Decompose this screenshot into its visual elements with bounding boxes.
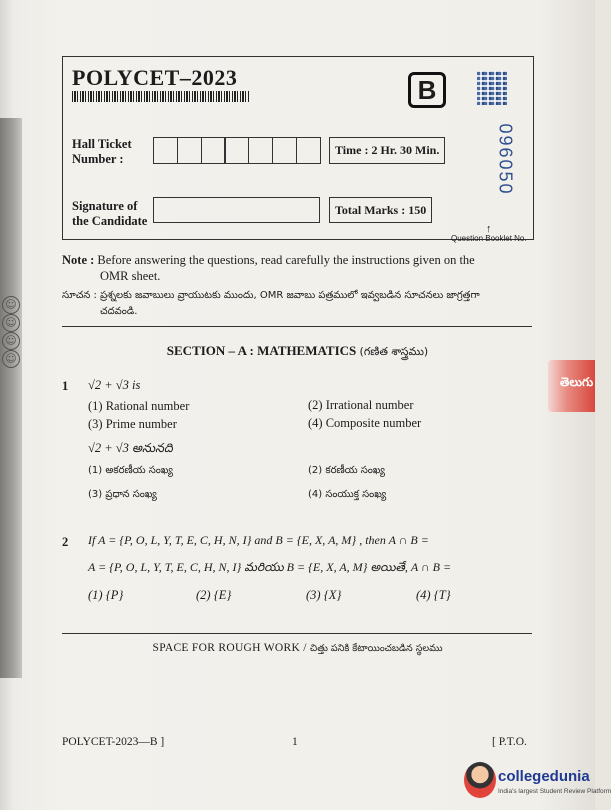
smiley-icon: ☺ [2, 332, 20, 350]
hall-ticket-digit-box[interactable] [177, 137, 202, 164]
hall-ticket-label: Hall Ticket Number : [72, 137, 132, 166]
question-1-option-4-telugu[interactable]: (4) సంయుక్త సంఖ్య [308, 489, 387, 500]
page-number: 1 [292, 736, 298, 748]
brand-logo-icon [464, 762, 496, 798]
language-tab-label: తెలుగు [560, 375, 594, 389]
serial-text: 096050 [495, 123, 516, 196]
binding-spine [0, 118, 22, 678]
hall-ticket-digit-box[interactable] [224, 137, 249, 164]
smiley-icon: ☺ [2, 350, 20, 368]
rough-work-heading: SPACE FOR ROUGH WORK / చిత్తు పనికి కేటాయించబడిన స్థలము [152, 642, 443, 654]
question-booklet-no-label: ↑ Question Booklet No. [451, 223, 527, 243]
question-2-option-2[interactable]: (2) {E} [196, 588, 232, 602]
language-tab [548, 360, 595, 412]
pto-label: [ P.T.O. [492, 736, 527, 748]
collegedunia-watermark [464, 762, 611, 806]
question-1-option-1-telugu[interactable]: (1) అకరణీయ సంఖ్య [88, 465, 173, 476]
set-code-badge: B [408, 72, 446, 108]
note-english: Note : Before answering the questions, read carefully the instructions given on the OMR sheet. [62, 253, 475, 283]
smiley-icon: ☺ [2, 296, 20, 314]
hall-ticket-digit-box[interactable] [153, 137, 178, 164]
qr-code [477, 71, 507, 105]
question-1-stem: √2 + √3 is [88, 378, 141, 392]
section-heading: SECTION – A : MATHEMATICS (గణిత శాస్త్రము) [166, 343, 429, 358]
barcode [72, 91, 250, 102]
note-telugu: సూచన : ప్రశ్నలకు జవాబులు వ్రాయుటకు ముందు, OMR జవాబు పత్రములో ఇవ్వబడిన సూచనలు జాగ్రత్తగా చదవండి. [62, 290, 480, 317]
divider [62, 633, 532, 634]
smiley-icon: ☺ [2, 314, 20, 332]
question-2-stem: If A = {P, O, L, Y, T, E, C, H, N, I} and B = {E, X, A, M} , then A ∩ B = [88, 533, 429, 547]
time-box: Time : 2 Hr. 30 Min. [329, 137, 445, 164]
question-2-option-4[interactable]: (4) {T} [416, 588, 451, 602]
exam-title: POLYCET–2023 [72, 65, 238, 90]
hall-ticket-digit-box[interactable] [201, 137, 226, 164]
signature-label: Signature of the Candidate [72, 199, 148, 228]
question-1-option-4[interactable]: (4) Composite number [308, 416, 422, 430]
signature-field[interactable] [153, 197, 320, 223]
question-1-number: 1 [62, 379, 69, 393]
question-1-option-3-telugu[interactable]: (3) ప్రధాన సంఖ్య [88, 489, 157, 500]
question-2-number: 2 [62, 535, 69, 549]
footer-code: POLYCET-2023—B ] [62, 736, 165, 748]
question-1-option-3[interactable]: (3) Prime number [88, 417, 177, 431]
hall-ticket-digit-box[interactable] [248, 137, 273, 164]
divider [62, 326, 532, 327]
question-2-option-1[interactable]: (1) {P} [88, 588, 124, 602]
hall-ticket-digit-box[interactable] [272, 137, 297, 164]
brand-tagline: India's largest Student Review Platform [498, 788, 611, 795]
question-1-option-2[interactable]: (2) Irrational number [308, 398, 414, 412]
booklet-serial-number [483, 109, 516, 209]
question-2-option-3[interactable]: (3) {X} [306, 588, 342, 602]
question-1-stem-telugu: √2 + √3 అనునది [88, 441, 173, 455]
total-marks-box: Total Marks : 150 [329, 197, 432, 223]
hall-ticket-input[interactable] [153, 137, 320, 164]
up-arrow-icon: ↑ [486, 223, 492, 235]
question-1-option-2-telugu[interactable]: (2) కరణీయ సంఖ్య [308, 465, 385, 476]
brand-name: collegedunia [498, 768, 590, 785]
header-box [62, 56, 534, 243]
question-2-stem-telugu: A = {P, O, L, Y, T, E, C, H, N, I} మరియు B = {E, X, A, M} అయితే, A ∩ B = [88, 560, 452, 574]
question-1-option-1[interactable]: (1) Rational number [88, 399, 190, 413]
hall-ticket-digit-box[interactable] [296, 137, 321, 164]
